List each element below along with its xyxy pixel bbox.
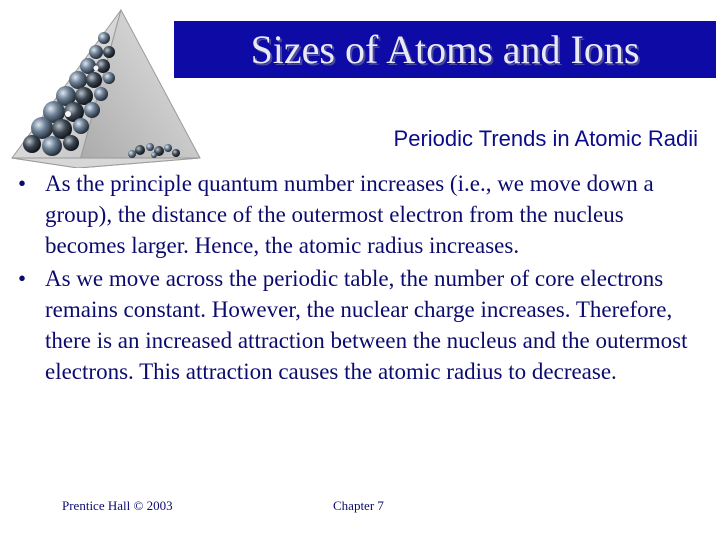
bullet-mark: • bbox=[18, 171, 27, 196]
footer-chapter: Chapter 7 bbox=[333, 498, 384, 513]
slide-subtitle: Periodic Trends in Atomic Radii bbox=[393, 126, 698, 151]
bullet-text: As the principle quantum number increases (i.e., we move down a group), the distance of the outermost electron from the nucleus becomes larger. Hence, the atomic radius increases. bbox=[45, 171, 654, 258]
bullet-item bbox=[18, 168, 698, 261]
title-bar bbox=[174, 21, 716, 78]
bullet-list bbox=[18, 168, 698, 389]
bullet-item bbox=[18, 263, 698, 387]
bullet-text: As we move across the periodic table, the number of core electrons remains constant. However, the nuclear charge increases. Therefore, there is an increased attraction between the nucleus and the outermost electrons. This attraction causes the atomic radius to decrease. bbox=[45, 266, 688, 384]
slide-title: Sizes of Atoms and Ions bbox=[250, 27, 640, 72]
footer-copyright: Prentice Hall © 2003 bbox=[62, 498, 173, 513]
bullet-mark: • bbox=[18, 266, 27, 291]
